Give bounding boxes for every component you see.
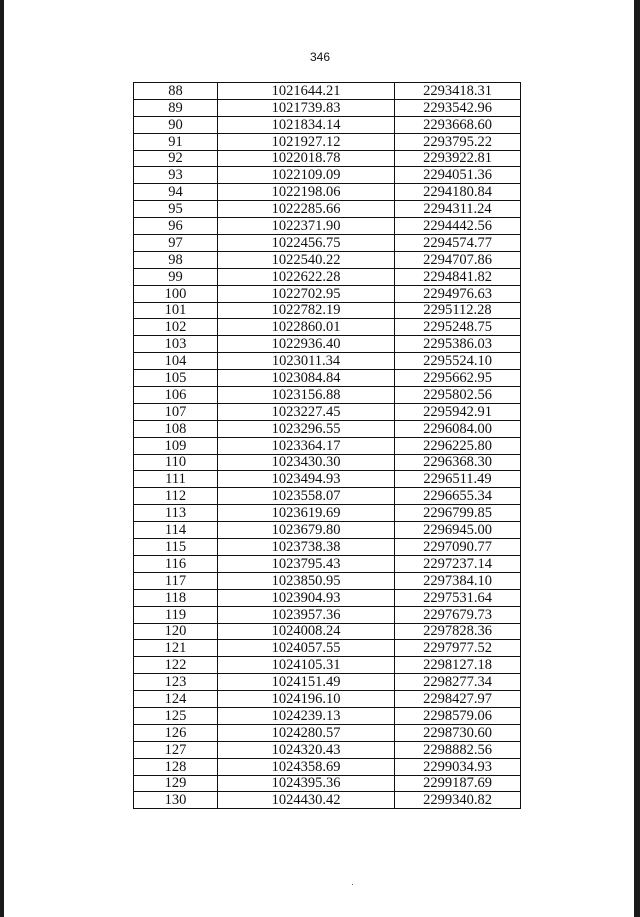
x-coordinate-cell: 1024395.36 bbox=[218, 775, 395, 792]
point-number-cell: 97 bbox=[134, 235, 218, 252]
point-number-cell: 120 bbox=[134, 623, 218, 640]
x-coordinate-cell: 1023795.43 bbox=[218, 555, 395, 572]
table-row bbox=[134, 184, 521, 201]
point-number-cell: 127 bbox=[134, 741, 218, 758]
table-row bbox=[134, 235, 521, 252]
x-coordinate-cell: 1024151.49 bbox=[218, 674, 395, 691]
table-row bbox=[134, 387, 521, 404]
table-row bbox=[134, 623, 521, 640]
x-coordinate-cell: 1023494.93 bbox=[218, 471, 395, 488]
point-number-cell: 106 bbox=[134, 387, 218, 404]
x-coordinate-cell: 1023904.93 bbox=[218, 589, 395, 606]
point-number-cell: 108 bbox=[134, 420, 218, 437]
y-coordinate-cell: 2293922.81 bbox=[395, 150, 521, 167]
table-row bbox=[134, 83, 521, 100]
y-coordinate-cell: 2296084.00 bbox=[395, 420, 521, 437]
table-row bbox=[134, 150, 521, 167]
y-coordinate-cell: 2294976.63 bbox=[395, 285, 521, 302]
y-coordinate-cell: 2293542.96 bbox=[395, 99, 521, 116]
x-coordinate-cell: 1023558.07 bbox=[218, 488, 395, 505]
y-coordinate-cell: 2296225.80 bbox=[395, 437, 521, 454]
x-coordinate-cell: 1024196.10 bbox=[218, 691, 395, 708]
point-number-cell: 104 bbox=[134, 353, 218, 370]
table-row bbox=[134, 471, 521, 488]
point-number-cell: 88 bbox=[134, 83, 218, 100]
y-coordinate-cell: 2295662.95 bbox=[395, 370, 521, 387]
y-coordinate-cell: 2299034.93 bbox=[395, 758, 521, 775]
x-coordinate-cell: 1022936.40 bbox=[218, 336, 395, 353]
table-row bbox=[134, 167, 521, 184]
y-coordinate-cell: 2295112.28 bbox=[395, 302, 521, 319]
y-coordinate-cell: 2297977.52 bbox=[395, 640, 521, 657]
coordinates-table-body bbox=[134, 83, 521, 809]
x-coordinate-cell: 1022702.95 bbox=[218, 285, 395, 302]
y-coordinate-cell: 2295802.56 bbox=[395, 387, 521, 404]
table-row bbox=[134, 488, 521, 505]
x-coordinate-cell: 1023364.17 bbox=[218, 437, 395, 454]
table-row bbox=[134, 555, 521, 572]
x-coordinate-cell: 1023011.34 bbox=[218, 353, 395, 370]
y-coordinate-cell: 2293418.31 bbox=[395, 83, 521, 100]
table-row bbox=[134, 606, 521, 623]
point-number-cell: 110 bbox=[134, 454, 218, 471]
point-number-cell: 89 bbox=[134, 99, 218, 116]
point-number-cell: 119 bbox=[134, 606, 218, 623]
y-coordinate-cell: 2295524.10 bbox=[395, 353, 521, 370]
table-row bbox=[134, 420, 521, 437]
x-coordinate-cell: 1024105.31 bbox=[218, 657, 395, 674]
point-number-cell: 115 bbox=[134, 539, 218, 556]
y-coordinate-cell: 2296511.49 bbox=[395, 471, 521, 488]
table-row bbox=[134, 572, 521, 589]
x-coordinate-cell: 1024280.57 bbox=[218, 724, 395, 741]
point-number-cell: 98 bbox=[134, 251, 218, 268]
point-number-cell: 128 bbox=[134, 758, 218, 775]
table-row bbox=[134, 691, 521, 708]
y-coordinate-cell: 2294051.36 bbox=[395, 167, 521, 184]
x-coordinate-cell: 1021739.83 bbox=[218, 99, 395, 116]
point-number-cell: 125 bbox=[134, 707, 218, 724]
point-number-cell: 90 bbox=[134, 116, 218, 133]
point-number-cell: 91 bbox=[134, 133, 218, 150]
point-number-cell: 126 bbox=[134, 724, 218, 741]
y-coordinate-cell: 2296368.30 bbox=[395, 454, 521, 471]
point-number-cell: 92 bbox=[134, 150, 218, 167]
point-number-cell: 124 bbox=[134, 691, 218, 708]
table-row bbox=[134, 251, 521, 268]
x-coordinate-cell: 1023084.84 bbox=[218, 370, 395, 387]
table-row bbox=[134, 302, 521, 319]
table-row bbox=[134, 674, 521, 691]
y-coordinate-cell: 2298427.97 bbox=[395, 691, 521, 708]
point-number-cell: 129 bbox=[134, 775, 218, 792]
table-row bbox=[134, 99, 521, 116]
point-number-cell: 123 bbox=[134, 674, 218, 691]
table-row bbox=[134, 505, 521, 522]
x-coordinate-cell: 1022860.01 bbox=[218, 319, 395, 336]
table-row bbox=[134, 758, 521, 775]
point-number-cell: 102 bbox=[134, 319, 218, 336]
point-number-cell: 107 bbox=[134, 403, 218, 420]
scan-speck bbox=[352, 884, 353, 885]
x-coordinate-cell: 1022622.28 bbox=[218, 268, 395, 285]
page-number: 346 bbox=[309, 50, 331, 64]
y-coordinate-cell: 2297531.64 bbox=[395, 589, 521, 606]
point-number-cell: 116 bbox=[134, 555, 218, 572]
table-row bbox=[134, 201, 521, 218]
y-coordinate-cell: 2298127.18 bbox=[395, 657, 521, 674]
table-row bbox=[134, 437, 521, 454]
y-coordinate-cell: 2297384.10 bbox=[395, 572, 521, 589]
x-coordinate-cell: 1022371.90 bbox=[218, 218, 395, 235]
x-coordinate-cell: 1024358.69 bbox=[218, 758, 395, 775]
point-number-cell: 109 bbox=[134, 437, 218, 454]
y-coordinate-cell: 2299187.69 bbox=[395, 775, 521, 792]
point-number-cell: 118 bbox=[134, 589, 218, 606]
x-coordinate-cell: 1023850.95 bbox=[218, 572, 395, 589]
x-coordinate-cell: 1021834.14 bbox=[218, 116, 395, 133]
y-coordinate-cell: 2294574.77 bbox=[395, 235, 521, 252]
point-number-cell: 94 bbox=[134, 184, 218, 201]
x-coordinate-cell: 1023619.69 bbox=[218, 505, 395, 522]
point-number-cell: 105 bbox=[134, 370, 218, 387]
scan-border-left bbox=[0, 0, 4, 917]
scan-border-right bbox=[634, 0, 640, 917]
y-coordinate-cell: 2294442.56 bbox=[395, 218, 521, 235]
table-row bbox=[134, 775, 521, 792]
y-coordinate-cell: 2297237.14 bbox=[395, 555, 521, 572]
x-coordinate-cell: 1022109.09 bbox=[218, 167, 395, 184]
y-coordinate-cell: 2293795.22 bbox=[395, 133, 521, 150]
table-row bbox=[134, 403, 521, 420]
point-number-cell: 130 bbox=[134, 792, 218, 809]
table-row bbox=[134, 336, 521, 353]
table-row bbox=[134, 454, 521, 471]
x-coordinate-cell: 1022198.06 bbox=[218, 184, 395, 201]
point-number-cell: 100 bbox=[134, 285, 218, 302]
y-coordinate-cell: 2294311.24 bbox=[395, 201, 521, 218]
y-coordinate-cell: 2296655.34 bbox=[395, 488, 521, 505]
y-coordinate-cell: 2297090.77 bbox=[395, 539, 521, 556]
x-coordinate-cell: 1021644.21 bbox=[218, 83, 395, 100]
table-row bbox=[134, 353, 521, 370]
table-row bbox=[134, 116, 521, 133]
x-coordinate-cell: 1022285.66 bbox=[218, 201, 395, 218]
x-coordinate-cell: 1024239.13 bbox=[218, 707, 395, 724]
table-row bbox=[134, 792, 521, 809]
y-coordinate-cell: 2294180.84 bbox=[395, 184, 521, 201]
table-row bbox=[134, 539, 521, 556]
y-coordinate-cell: 2296945.00 bbox=[395, 522, 521, 539]
x-coordinate-cell: 1022456.75 bbox=[218, 235, 395, 252]
y-coordinate-cell: 2298579.06 bbox=[395, 707, 521, 724]
table-row bbox=[134, 724, 521, 741]
table-row bbox=[134, 640, 521, 657]
y-coordinate-cell: 2295942.91 bbox=[395, 403, 521, 420]
x-coordinate-cell: 1024057.55 bbox=[218, 640, 395, 657]
y-coordinate-cell: 2298277.34 bbox=[395, 674, 521, 691]
y-coordinate-cell: 2297828.36 bbox=[395, 623, 521, 640]
y-coordinate-cell: 2296799.85 bbox=[395, 505, 521, 522]
point-number-cell: 101 bbox=[134, 302, 218, 319]
table-row bbox=[134, 218, 521, 235]
table-row bbox=[134, 741, 521, 758]
y-coordinate-cell: 2294707.86 bbox=[395, 251, 521, 268]
point-number-cell: 112 bbox=[134, 488, 218, 505]
point-number-cell: 113 bbox=[134, 505, 218, 522]
table-row bbox=[134, 133, 521, 150]
x-coordinate-cell: 1023957.36 bbox=[218, 606, 395, 623]
x-coordinate-cell: 1023227.45 bbox=[218, 403, 395, 420]
table-row bbox=[134, 707, 521, 724]
x-coordinate-cell: 1024430.42 bbox=[218, 792, 395, 809]
x-coordinate-cell: 1023156.88 bbox=[218, 387, 395, 404]
point-number-cell: 103 bbox=[134, 336, 218, 353]
point-number-cell: 95 bbox=[134, 201, 218, 218]
point-number-cell: 122 bbox=[134, 657, 218, 674]
x-coordinate-cell: 1022018.78 bbox=[218, 150, 395, 167]
y-coordinate-cell: 2298882.56 bbox=[395, 741, 521, 758]
point-number-cell: 111 bbox=[134, 471, 218, 488]
table-row bbox=[134, 319, 521, 336]
x-coordinate-cell: 1024008.24 bbox=[218, 623, 395, 640]
y-coordinate-cell: 2295248.75 bbox=[395, 319, 521, 336]
x-coordinate-cell: 1022782.19 bbox=[218, 302, 395, 319]
coordinates-table bbox=[133, 82, 521, 809]
y-coordinate-cell: 2297679.73 bbox=[395, 606, 521, 623]
x-coordinate-cell: 1023430.30 bbox=[218, 454, 395, 471]
y-coordinate-cell: 2298730.60 bbox=[395, 724, 521, 741]
table-row bbox=[134, 589, 521, 606]
y-coordinate-cell: 2294841.82 bbox=[395, 268, 521, 285]
point-number-cell: 93 bbox=[134, 167, 218, 184]
x-coordinate-cell: 1023679.80 bbox=[218, 522, 395, 539]
point-number-cell: 99 bbox=[134, 268, 218, 285]
y-coordinate-cell: 2299340.82 bbox=[395, 792, 521, 809]
x-coordinate-cell: 1023738.38 bbox=[218, 539, 395, 556]
x-coordinate-cell: 1021927.12 bbox=[218, 133, 395, 150]
point-number-cell: 96 bbox=[134, 218, 218, 235]
point-number-cell: 117 bbox=[134, 572, 218, 589]
x-coordinate-cell: 1022540.22 bbox=[218, 251, 395, 268]
table-row bbox=[134, 268, 521, 285]
point-number-cell: 114 bbox=[134, 522, 218, 539]
y-coordinate-cell: 2293668.60 bbox=[395, 116, 521, 133]
table-row bbox=[134, 285, 521, 302]
table-row bbox=[134, 370, 521, 387]
point-number-cell: 121 bbox=[134, 640, 218, 657]
y-coordinate-cell: 2295386.03 bbox=[395, 336, 521, 353]
table-row bbox=[134, 522, 521, 539]
x-coordinate-cell: 1023296.55 bbox=[218, 420, 395, 437]
x-coordinate-cell: 1024320.43 bbox=[218, 741, 395, 758]
table-row bbox=[134, 657, 521, 674]
